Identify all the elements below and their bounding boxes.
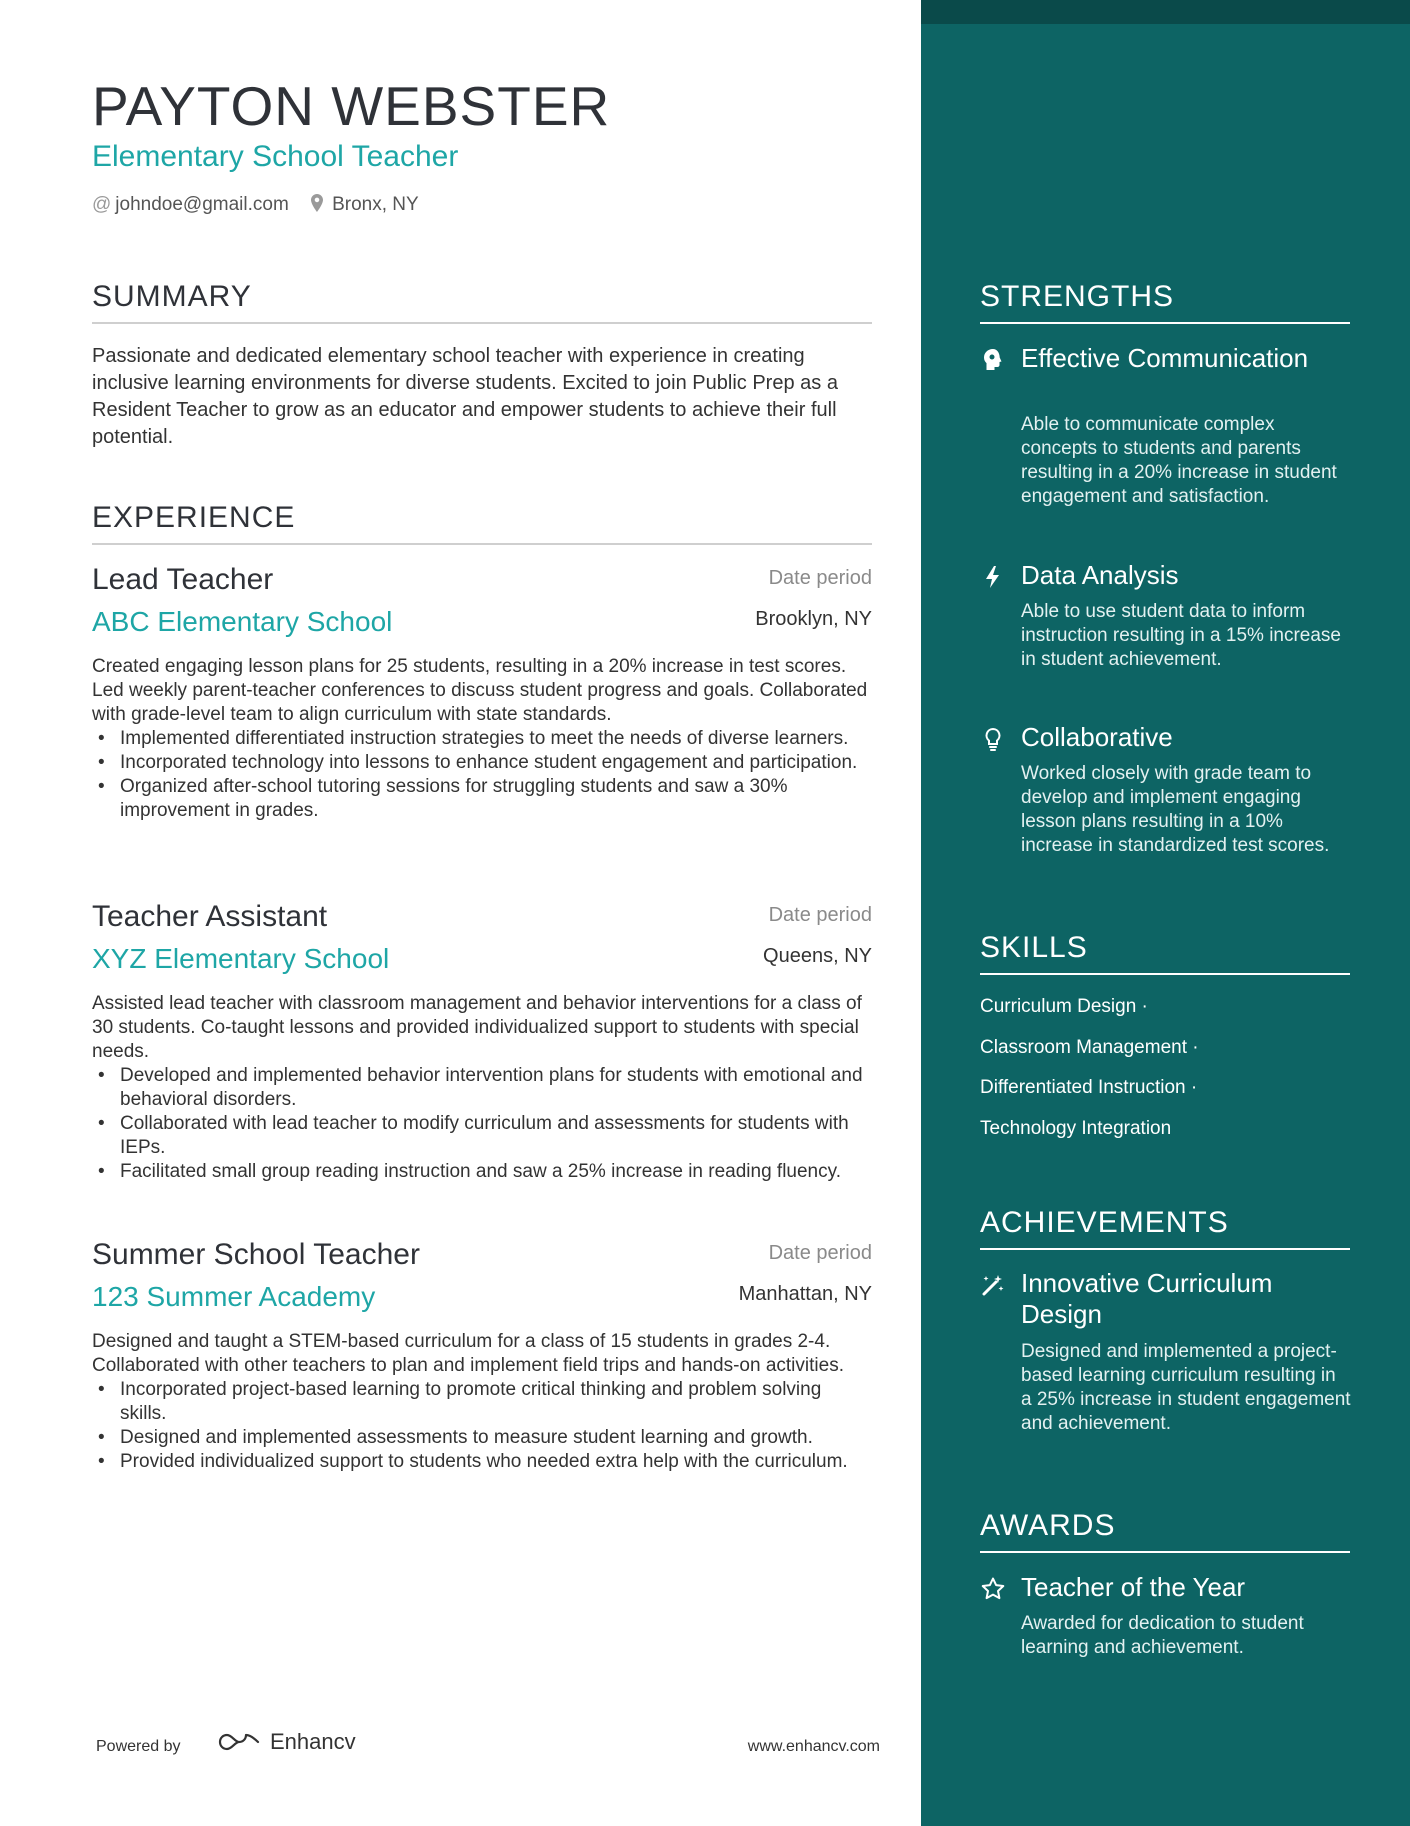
achievement-title: Innovative Curriculum Design	[1021, 1268, 1273, 1329]
job-description-block	[92, 655, 872, 823]
strength-description: Able to communicate complex concepts to students and parents resulting in a 20% increase in student engagement and satisfaction.	[1021, 414, 1337, 507]
job-description-block	[92, 1330, 872, 1474]
job-date: Date period	[768, 567, 872, 589]
website-link[interactable]: www.enhancv.com	[747, 1738, 880, 1755]
job-bullet: • Provided individualized support to students who needed extra help with the curriculum.	[92, 1450, 872, 1474]
achievements-heading: ACHIEVEMENTS	[980, 1206, 1350, 1250]
job-title: Teacher Assistant	[92, 900, 328, 933]
job-location: Brooklyn, NY	[755, 608, 872, 630]
star-icon	[980, 1576, 1006, 1602]
email-text: johndoe@gmail.com	[115, 194, 289, 215]
strengths-heading: STRENGTHS	[980, 280, 1350, 324]
award-title: Teacher of the Year	[1021, 1572, 1246, 1602]
job-title: Summer School Teacher	[92, 1238, 420, 1271]
award-description: Awarded for dedication to student learning and achievement.	[1021, 1613, 1304, 1658]
job-description: Designed and taught a STEM-based curriculum for a class of 15 students in grades 2-4. Collaborated with other teachers to plan and implement field trips and hands-on activities.	[92, 1331, 844, 1376]
email-contact[interactable]	[92, 194, 289, 216]
job-bullet: • Developed and implemented behavior intervention plans for students with emotional and behavioral disorders.	[92, 1064, 872, 1112]
job-description-block	[92, 992, 872, 1184]
job-description: Assisted lead teacher with classroom management and behavior interventions for a class of 30 students. Co-taught lessons and provided individualized support to students with special needs.	[92, 993, 862, 1062]
awards-heading: AWARDS	[980, 1509, 1350, 1553]
summary-text: Passionate and dedicated elementary school teacher with experience in creating inclusive learning environments for diverse students. Excited to join Public Prep as a Resident Teacher to grow as an educator and empower students to achieve their full potential.	[92, 345, 838, 448]
at-icon: @	[92, 194, 112, 215]
strength-title: Data Analysis	[1021, 560, 1179, 590]
strength-title: Collaborative	[1021, 722, 1173, 752]
job-bullet: • Incorporated project-based learning to promote critical thinking and problem solving skills.	[92, 1378, 872, 1426]
candidate-name: PAYTON WEBSTER	[92, 75, 611, 137]
strength-title: Effective Communication	[1021, 343, 1309, 373]
head-icon	[980, 347, 1006, 373]
contact-row	[92, 194, 419, 216]
sidebar	[921, 0, 1410, 1826]
skill-item: Classroom Management ·	[980, 1037, 1199, 1058]
lightning-icon	[980, 564, 1006, 590]
job-bullets	[92, 727, 872, 823]
strength-description: Worked closely with grade team to develop and implement engaging lesson plans resulting in a 10% increase in standardized test scores.	[1021, 763, 1330, 856]
job-bullet: • Facilitated small group reading instruction and saw a 25% increase in reading fluency.	[92, 1160, 872, 1184]
sidebar-top-bar	[921, 0, 1410, 24]
location-text: Bronx, NY	[332, 194, 419, 215]
job-bullets	[92, 1378, 872, 1474]
location-contact	[311, 194, 419, 216]
wand-icon	[980, 1272, 1006, 1298]
job-location: Manhattan, NY	[738, 1283, 872, 1305]
job-title: Lead Teacher	[92, 563, 274, 596]
enhancv-logo[interactable]	[216, 1729, 356, 1755]
job-bullet: • Collaborated with lead teacher to modify curriculum and assessments for students with IEPs.	[92, 1112, 872, 1160]
summary-heading: SUMMARY	[92, 280, 872, 324]
achievement-description: Designed and implemented a project-based learning curriculum resulting in a 25% increase in student engagement and achievement.	[1021, 1341, 1351, 1434]
experience-heading: EXPERIENCE	[92, 501, 872, 545]
job-date: Date period	[768, 1242, 872, 1264]
job-bullet: • Implemented differentiated instruction strategies to meet the needs of diverse learners.	[92, 727, 872, 751]
job-location: Queens, NY	[763, 945, 872, 967]
job-company: XYZ Elementary School	[92, 943, 390, 974]
job-bullet: • Organized after-school tutoring sessions for struggling students and saw a 30% improvement in grades.	[92, 775, 872, 823]
skill-item: Curriculum Design ·	[980, 996, 1148, 1017]
brand-name: Enhancv	[270, 1729, 356, 1754]
job-company: 123 Summer Academy	[92, 1281, 376, 1312]
strength-description: Able to use student data to inform instruction resulting in a 15% increase in student achievement.	[1021, 601, 1342, 670]
map-pin-icon	[311, 194, 328, 215]
job-bullets	[92, 1064, 872, 1184]
job-description: Created engaging lesson plans for 25 students, resulting in a 20% increase in test scores. Led weekly parent-teacher conferences to discuss student progress and goals. Collaborated with grade-level team to align curriculum with state standards.	[92, 656, 868, 725]
job-date: Date period	[768, 904, 872, 926]
job-company: ABC Elementary School	[92, 606, 393, 637]
lightbulb-icon	[980, 726, 1006, 752]
enhancv-logo-icon	[216, 1730, 262, 1754]
job-bullet: • Incorporated technology into lessons to enhance student engagement and participation.	[92, 751, 872, 775]
skills-heading: SKILLS	[980, 931, 1350, 975]
powered-by-text: Powered by	[96, 1738, 181, 1755]
job-bullet: • Designed and implemented assessments to measure student learning and growth.	[92, 1426, 872, 1450]
skill-item: Technology Integration	[980, 1118, 1172, 1139]
candidate-title: Elementary School Teacher	[92, 140, 459, 173]
skill-item: Differentiated Instruction ·	[980, 1077, 1198, 1098]
